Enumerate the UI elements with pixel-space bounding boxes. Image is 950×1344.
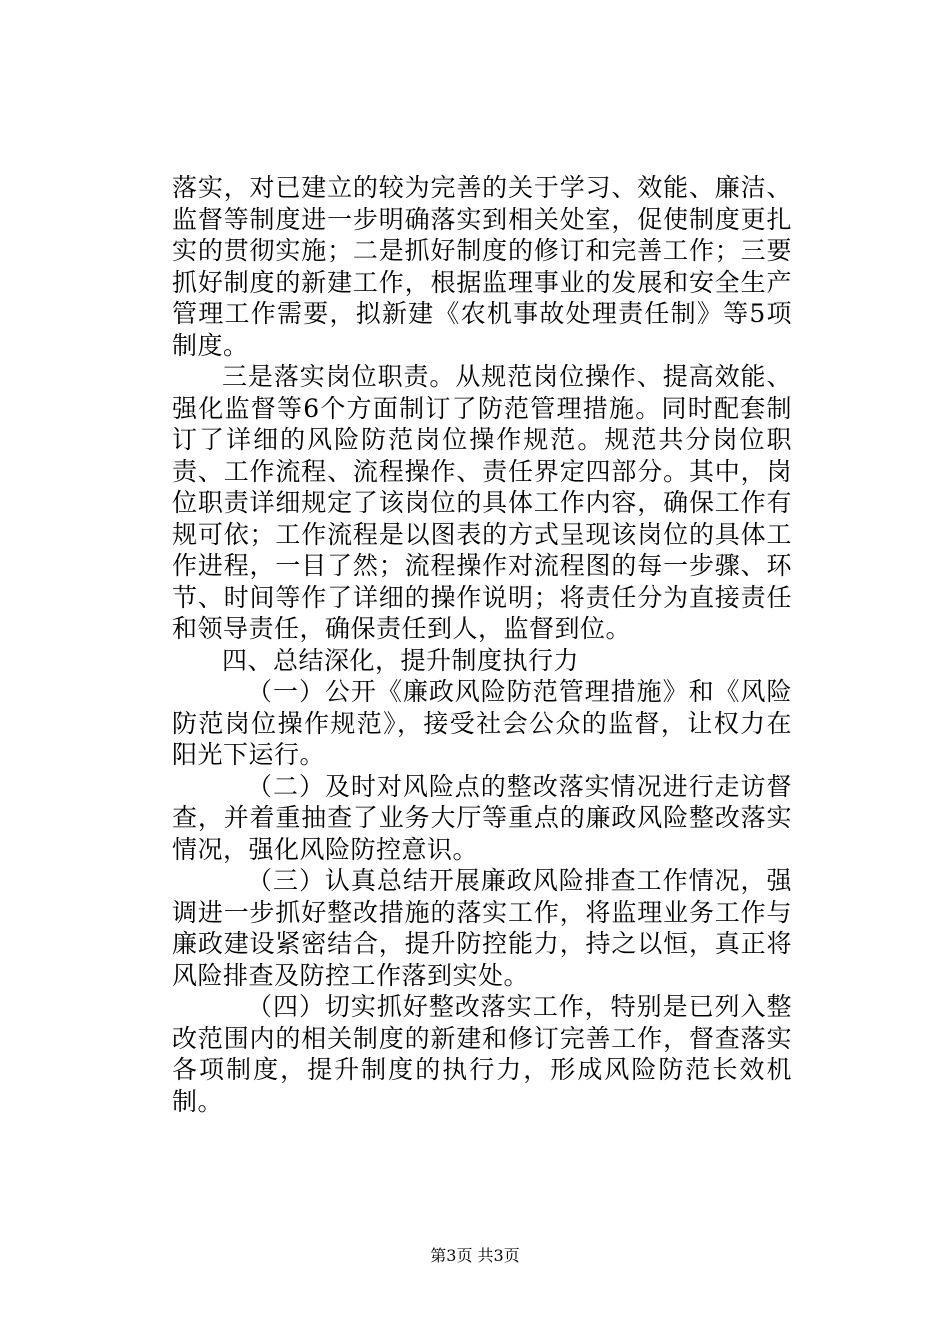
document-body xyxy=(172,172,792,1117)
paragraph-continuation: 落实，对已建立的较为完善的关于学习、效能、廉洁、监督等制度进一步明确落实到相关处室，促使制度更扎实的贯彻实施；二是抓好制度的修订和完善工作；三要抓好制度的新建工作，根据监理事业的发展和安全生产管理工作需要，拟新建《农机事故处理责任制》等5项制度。 xyxy=(172,173,792,360)
paragraph-item-4: （四）切实抓好整改落实工作，特别是已列入整改范围内的相关制度的新建和修订完善工作，督查落实各项制度，提升制度的执行力，形成风险防范长效机制。 xyxy=(172,992,792,1116)
section-heading-summary: 四、总结深化，提升制度执行力 xyxy=(222,645,580,675)
page-number: 第3页 共3页 xyxy=(430,1246,520,1265)
paragraph-item-3: （三）认真总结开展廉政风险排查工作情况，强调进一步抓好整改措施的落实工作，将监理业务工作与廉政建设紧密结合，提升防控能力，持之以恒，真正将风险排查及防控工作落到实处。 xyxy=(172,866,792,990)
page-footer xyxy=(0,1246,950,1266)
paragraph-item-1: （一）公开《廉政风险防范管理措施》和《风险防范岗位操作规范》，接受社会公众的监督，让权力在阳光下运行。 xyxy=(172,677,792,769)
paragraph-job-duties: 三是落实岗位职责。从规范岗位操作、提高效能、强化监督等6个方面制订了防范管理措施。同时配套制订了详细的风险防范岗位操作规范。规范共分岗位职责、工作流程、流程操作、责任界定四部分。其中，岗位职责详细规定了该岗位的具体工作内容，确保工作有规可依；工作流程是以图表的方式呈现该岗位的具体工作进程，一目了然；流程操作对流程图的每一步骤、环节、时间等作了详细的操作说明；将责任分为直接责任和领导责任，确保责任到人，监督到位。 xyxy=(172,362,792,643)
paragraph-item-2: （二）及时对风险点的整改落实情况进行走访督查，并着重抽查了业务大厅等重点的廉政风险整改落实情况，强化风险防控意识。 xyxy=(172,771,792,864)
